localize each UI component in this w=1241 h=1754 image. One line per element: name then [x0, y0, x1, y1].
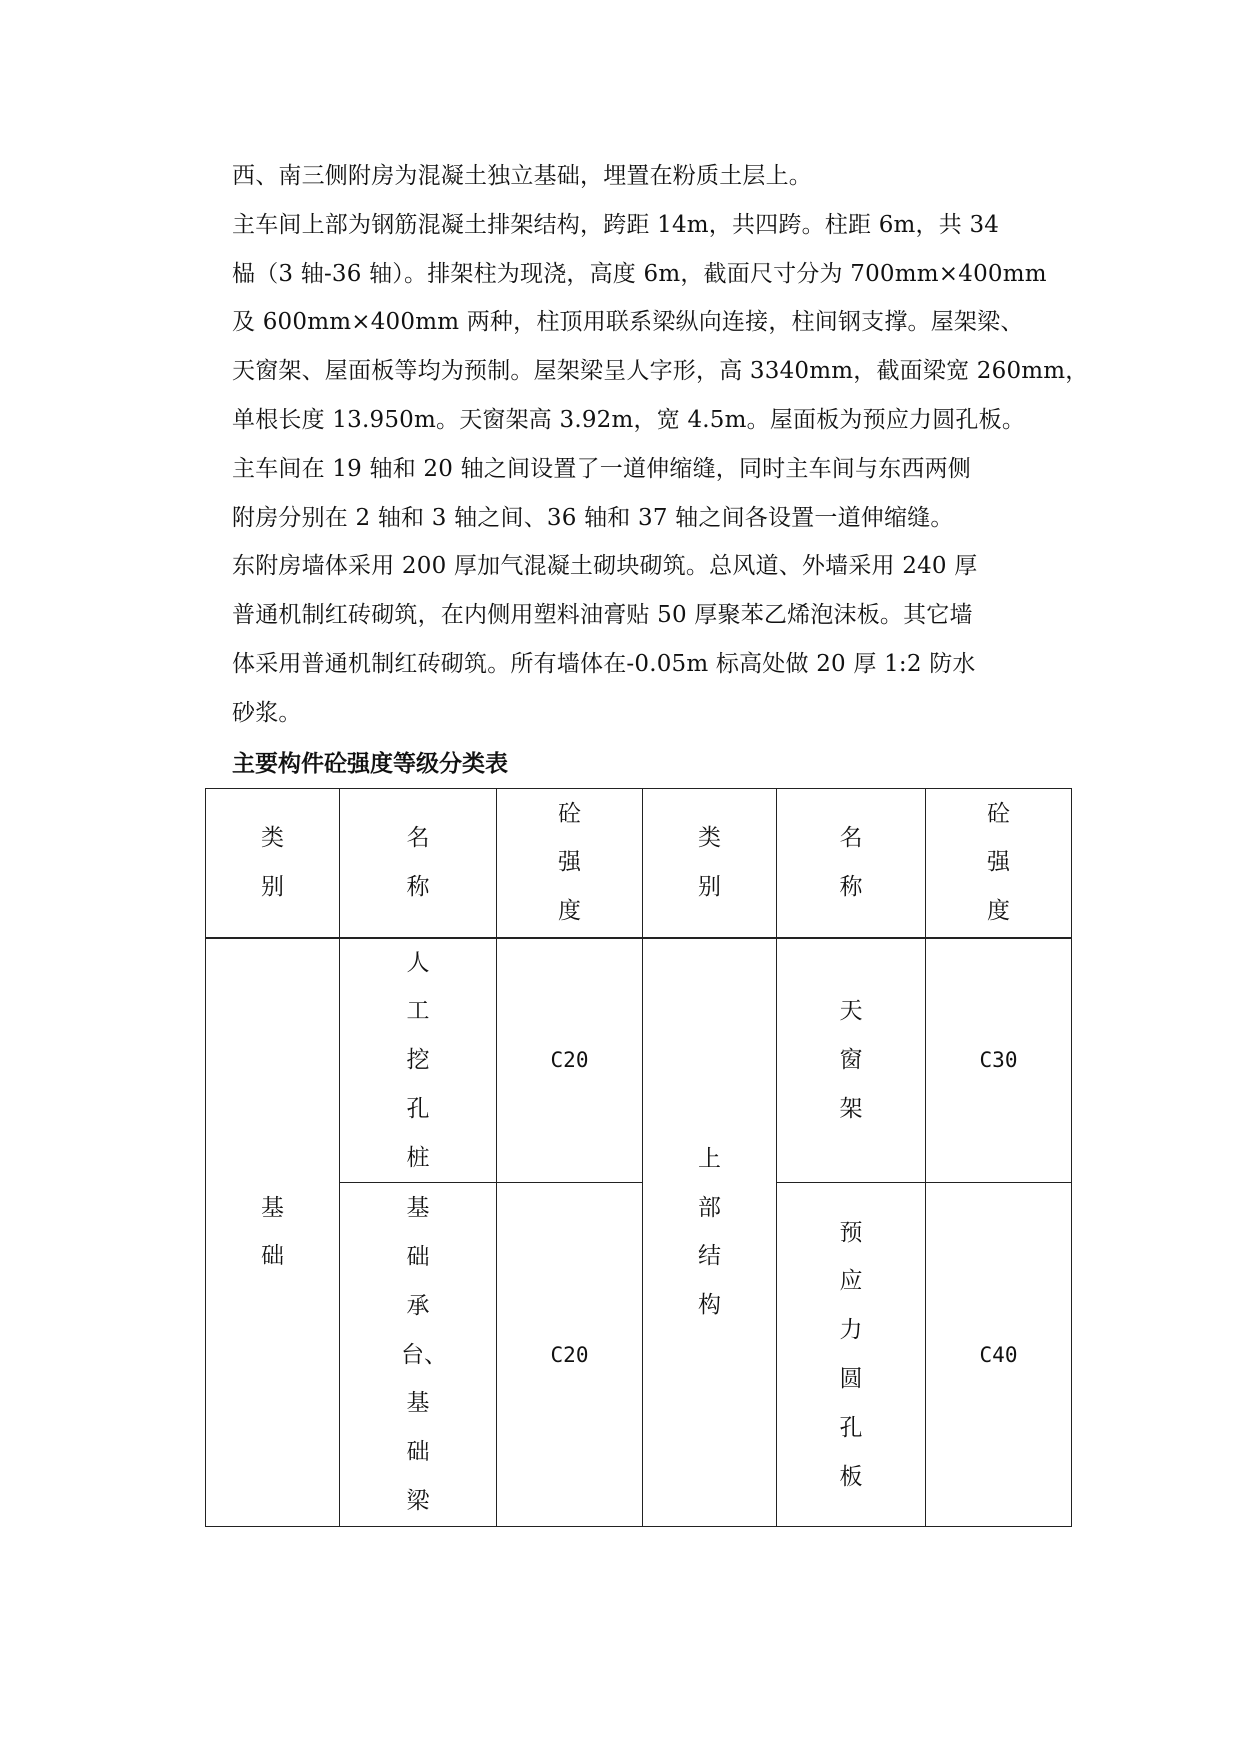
- text-line: 西、南三侧附房为混凝土独立基础，埋置在粉质土层上。: [232, 163, 812, 189]
- header-cell-category: 类别: [206, 789, 340, 938]
- text-line: 及 600mm×400mm 两种，柱顶用联系梁纵向连接，柱间钢支撑。屋架梁、: [232, 309, 1024, 336]
- text-line: 天窗架、屋面板等均为预制。屋架梁呈人字形，高 3340mm，截面梁宽 260mm，: [232, 358, 1089, 385]
- name-cell: 天窗架: [777, 938, 926, 1183]
- text-line: 普通机制红砖砌筑，在内侧用塑料油膏贴 50 厚聚苯乙烯泡沫板。其它墙: [232, 602, 973, 629]
- strength-cell: C20: [497, 938, 643, 1183]
- name-cell: 基础承台、基础梁: [340, 1183, 497, 1527]
- text-line: 体采用普通机制红砖砌筑。所有墙体在-0.05m 标高处做 20 厚 1:2 防水: [232, 650, 976, 677]
- strength-cell: C40: [926, 1183, 1072, 1527]
- text-line: 主车间在 19 轴和 20 轴之间设置了一道伸缩缝，同时主车间与东西两侧: [232, 455, 971, 482]
- header-cell-category: 类别: [643, 789, 777, 938]
- strength-cell: C20: [497, 1183, 643, 1527]
- table-title: 主要构件砼强度等级分类表: [232, 750, 508, 777]
- text-line: 榀（3 轴-36 轴）。排架柱为现浇，高度 6m，截面尺寸分为 700mm×400mm: [232, 260, 1047, 287]
- concrete-strength-table: [205, 788, 1072, 1527]
- header-cell-strength: 砼强度: [926, 789, 1072, 938]
- text-line: 附房分别在 2 轴和 3 轴之间、36 轴和 37 轴之间各设置一道伸缩缝。: [232, 504, 954, 531]
- table-row: [206, 938, 1072, 1183]
- header-cell-strength: 砼强度: [497, 789, 643, 938]
- text-line: 东附房墙体采用 200 厚加气混凝土砌块砌筑。总风道、外墙采用 240 厚: [232, 553, 978, 580]
- table-header-row: [206, 789, 1072, 938]
- name-cell: 预应力圆孔板: [777, 1183, 926, 1527]
- text-line: 主车间上部为钢筋混凝土排架结构，跨距 14m，共四跨。柱距 6m，共 34: [232, 211, 1000, 238]
- category-cell-superstructure: 上部结构: [643, 938, 777, 1527]
- body-text: [232, 152, 1089, 738]
- text-line: 砂浆。: [232, 699, 302, 726]
- header-cell-name: 名称: [340, 789, 497, 938]
- text-line: 单根长度 13.950m。天窗架高 3.92m，宽 4.5m。屋面板为预应力圆孔板。: [232, 406, 1026, 433]
- header-cell-name: 名称: [777, 789, 926, 938]
- category-cell-foundation: 基础: [206, 938, 340, 1527]
- name-cell: 人工挖孔桩: [340, 938, 497, 1183]
- strength-cell: C30: [926, 938, 1072, 1183]
